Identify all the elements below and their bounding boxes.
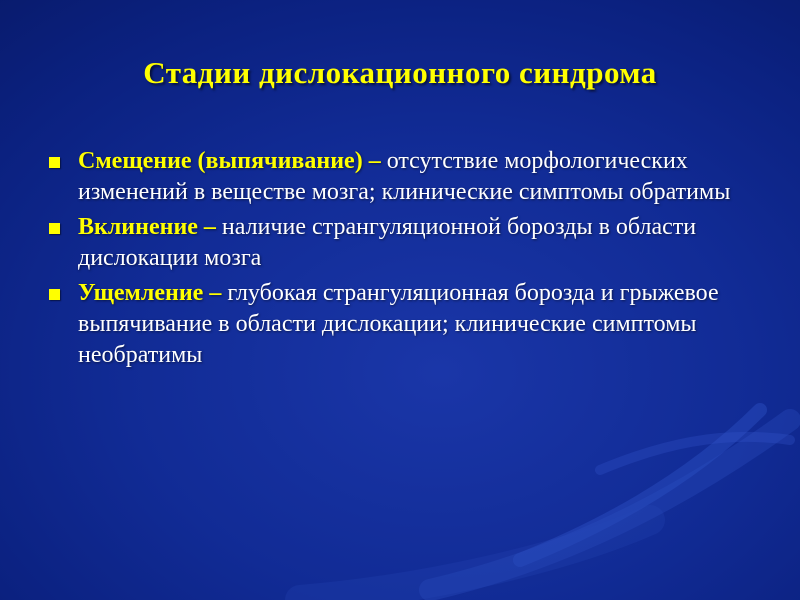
- bullet-text: отсутствие морфологических изменений в веществе мозга; клинические симптомы обратимы: [78, 148, 731, 205]
- bullet-item-wedging: [48, 212, 748, 274]
- bullet-text: глубокая странгуляционная борозда и грыжевое выпячивание в области дислокации; клинические симптомы необратимы: [78, 280, 719, 368]
- bullet-term: Вклинение: [78, 214, 198, 240]
- bullet-list: [48, 146, 748, 375]
- bullet-item-displacement: [48, 146, 748, 208]
- bullet-text: наличие странгуляционной борозды в области дислокации мозга: [78, 214, 697, 271]
- bullet-dash: –: [203, 280, 228, 306]
- slide-title: Стадии дислокационного синдрома: [143, 55, 657, 90]
- bullet-dash: –: [197, 214, 222, 240]
- bullet-term: Ущемление: [78, 280, 204, 306]
- square-bullet-icon: [49, 289, 60, 300]
- bullet-item-strangulation: [48, 278, 748, 371]
- square-bullet-icon: [49, 157, 60, 168]
- square-bullet-icon: [49, 223, 60, 234]
- bullet-dash: –: [362, 148, 387, 174]
- bullet-term: Смещение (выпячивание): [78, 148, 363, 174]
